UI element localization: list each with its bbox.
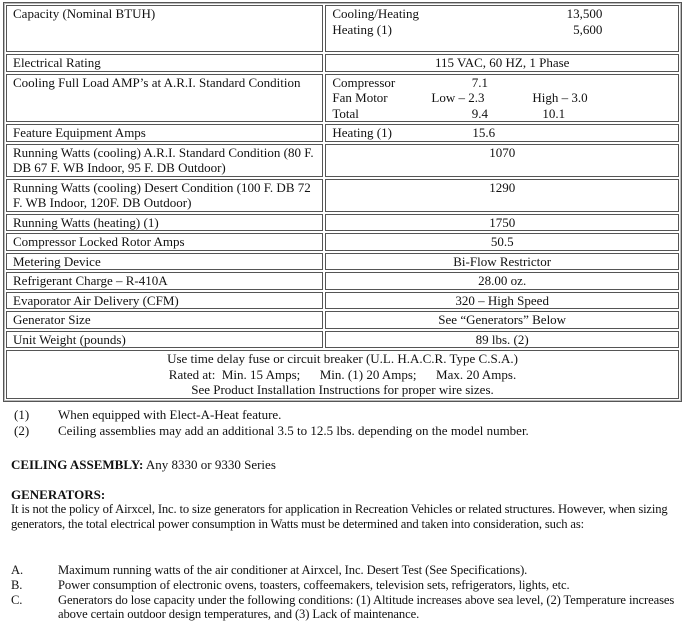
ceiling-assembly [11,457,276,473]
electrical-value: 115 VAC, 60 HZ, 1 Phase [325,54,679,72]
generators-heading: GENERATORS: [11,487,106,502]
cooling-amps-label: Cooling Full Load AMP’s at A.R.I. Standard Condition [6,74,323,123]
table-row [6,214,679,232]
ceiling-assembly-text: Any 8330 or 9330 Series [145,457,276,472]
fan-low-value: Low – 2.3 [431,90,485,105]
electrical-label: Electrical Rating [6,54,323,72]
spec-label: Metering Device [6,253,323,271]
list-item-text: Power consumption of electronic ovens, toasters, coffeemakers, television sets, refrigerators, lights, etc. [58,577,570,592]
spec-label: Compressor Locked Rotor Amps [6,233,323,251]
generators-section [11,487,683,533]
footnote-key: (1) [14,407,30,422]
total-high-value: 10.1 [542,105,566,121]
footnote-text: Ceiling assemblies may add an additional 3.5 to 12.5 lbs. depending on the model number. [58,422,529,438]
fan-high-value: High – 3.0 [532,90,588,105]
spec-label: Running Watts (cooling) Desert Condition (100 F. DB 72 F. WB Indoor, 120F. DB Outdoor) [6,179,323,212]
table-row [6,74,679,123]
footnote-key: (2) [14,422,30,438]
spec-value: 1290 [325,179,679,212]
table-row [6,54,679,72]
spec-value: 1070 [325,144,679,177]
total-label: Total [332,105,359,121]
feature-amps-label: Feature Equipment Amps [6,124,323,142]
capacity-label: Capacity (Nominal BTUH) [6,5,323,52]
fuse-note [6,350,679,399]
compressor-value: 7.1 [471,74,489,90]
footnote [14,407,529,423]
feature-amps-number: 15.6 [472,125,496,140]
list-item-text: Maximum running watts of the air conditioner at Airxcel, Inc. Desert Test (See Specifications). [58,563,528,577]
spec-value: 1750 [325,214,679,232]
table-row [6,233,679,251]
spec-label: Running Watts (heating) (1) [6,214,323,232]
spec-label: Evaporator Air Delivery (CFM) [6,292,323,310]
footnote-text: When equipped with Elect-A-Heat feature. [58,407,282,422]
list-item [11,578,683,593]
spec-value: Bi-Flow Restrictor [325,253,679,271]
table-row [6,331,679,349]
table-row [6,5,679,52]
table-row [6,292,679,310]
total-low-value: 9.4 [471,105,489,121]
table-row [6,124,679,142]
capacity-line-value: 13,500 [566,6,603,21]
cooling-amps-value [325,74,679,123]
compressor-label: Compressor [332,74,396,90]
spec-value: See “Generators” Below [325,311,679,329]
specifications-table [3,2,682,402]
spec-label: Refrigerant Charge – R-410A [6,272,323,290]
footnote [14,423,529,439]
fan-motor-label: Fan Motor [332,90,388,105]
list-item [11,563,683,578]
list-item [11,593,683,623]
generators-list [11,563,683,622]
feature-amps-name: Heating (1) [332,125,392,140]
spec-value: 89 lbs. (2) [325,331,679,349]
table-row [6,253,679,271]
table-row [6,272,679,290]
fuse-note-line: Rated at: Min. 15 Amps; Min. (1) 20 Amps; Max. 20 Amps. [168,366,517,382]
list-item-text: Generators do lose capacity under the following conditions: (1) Altitude increases above sea level, (2) Temperature increases above certain outdoor design temperatures, and (3) Lack of maintenance. [58,592,675,622]
footnotes [14,407,529,438]
spec-label: Unit Weight (pounds) [6,331,323,349]
spec-label: Generator Size [6,311,323,329]
list-item-key: C. [11,592,23,607]
fuse-note-line: See Product Installation Instructions for proper wire sizes. [191,382,494,397]
generators-paragraph: It is not the policy of Airxcel, Inc. to size generators for application in Recreation Vehicles or related structures. However, when sizing generators, the total electrical power consumption in Watts must be determined and taken into consideration, such as: [11,502,668,532]
capacity-line-name: Heating (1) [332,21,392,37]
fuse-note-line: Use time delay fuse or circuit breaker (U.L. H.A.C.R. Type C.S.A.) [167,351,518,366]
capacity-line-name: Cooling/Heating [332,6,420,21]
spec-value: 28.00 oz. [325,272,679,290]
ceiling-assembly-heading: CEILING ASSEMBLY: [11,457,144,472]
fuse-note-row [6,350,679,399]
spec-label: Running Watts (cooling) A.R.I. Standard Condition (80 F. DB 67 F. WB Indoor, 95 F. DB Outdoor) [6,144,323,177]
table-row [6,144,679,177]
list-item-key: A. [11,563,24,577]
capacity-line-value: 5,600 [573,21,603,37]
spec-value: 320 – High Speed [325,292,679,310]
table-row [6,311,679,329]
table-row [6,179,679,212]
list-item-key: B. [11,577,23,592]
feature-amps-value [325,124,679,142]
spec-value: 50.5 [325,233,679,251]
capacity-value [325,5,679,52]
